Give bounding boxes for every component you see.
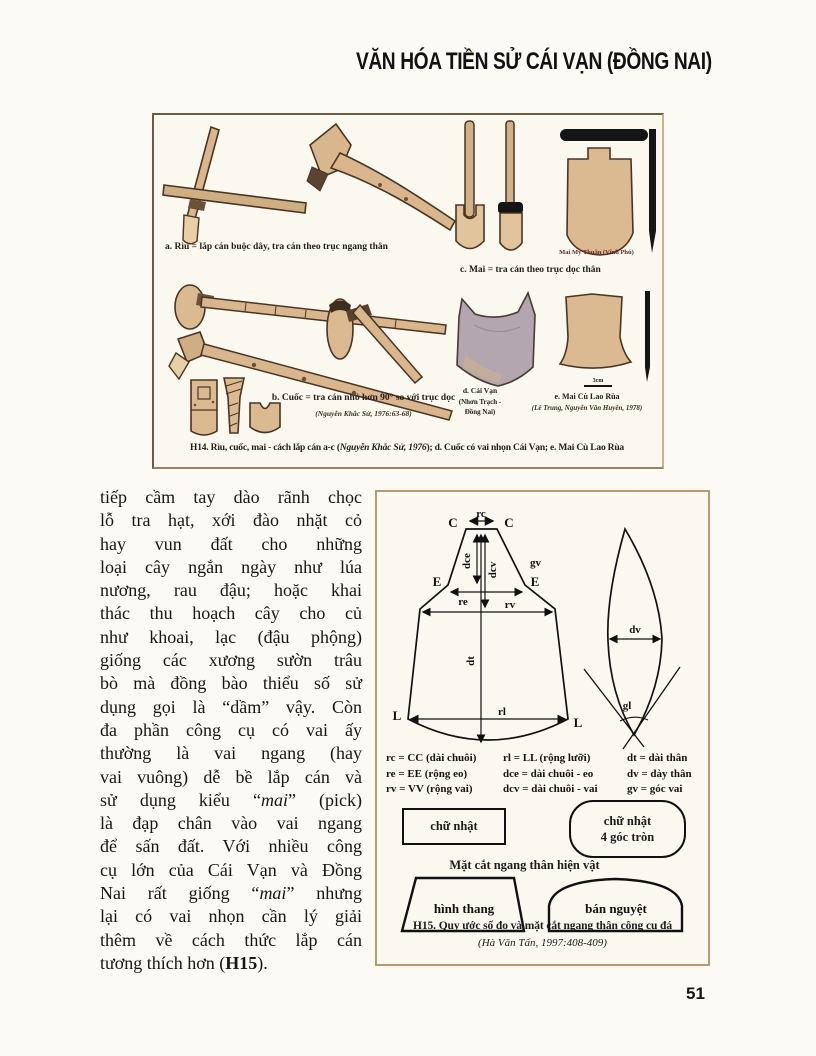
figure-h14-caption-b: b. Cuốc = tra cán nhỏ hơn 90° so với trục dọc xyxy=(271,393,456,403)
body-line: hay vun đất cho những xyxy=(100,533,362,554)
cross-section-rounded-rectangle xyxy=(569,800,686,858)
body-line: thêm về cách thức lắp cán xyxy=(100,929,362,950)
body-line: giống các xương sườn trâu xyxy=(100,650,362,671)
body-line: cụ lớn của Cái Vạn và Đồng xyxy=(100,859,362,880)
legend-cell: gv = góc vai xyxy=(627,783,683,795)
legend-cell: rv = VV (rộng vai) xyxy=(386,783,473,795)
figure-h15-legend xyxy=(386,752,704,796)
figure-h14-label-e-1: e. Mai Cù Lao Rùa xyxy=(554,392,620,401)
semicircle-label: bán nguyệt xyxy=(585,901,647,916)
legend-cell: rc = CC (dài chuôi) xyxy=(386,752,477,764)
label-dcv: dcv xyxy=(487,561,499,579)
page-number: 51 xyxy=(686,984,705,1003)
body-line: lại có vai nhọn cần lý giải xyxy=(100,906,362,927)
body-line: tiếp cầm tay dào rãnh chọc xyxy=(100,487,362,507)
label-L-right: L xyxy=(573,715,583,730)
figure-h14-main-caption: H14. Rìu, cuốc, mai - cách lắp cán a-c (Nguyễn Khắc Sử, 1976); d. Cuốc có vai nhọn Cái Vạn; e. Mai Cù Lao Rùa xyxy=(190,443,624,453)
cross-section-rectangle xyxy=(402,808,506,845)
label-dt: dt xyxy=(465,656,477,666)
stone-pieces-illustration xyxy=(191,378,280,435)
figure-h15-citation: (Hà Văn Tấn, 1997:408-409) xyxy=(478,937,607,949)
legend-cell: dv = dày thân xyxy=(627,767,692,780)
rounded-rectangle-label-1: chữ nhật xyxy=(603,814,652,828)
label-E-right: E xyxy=(530,574,540,589)
hoe-b1-illustration xyxy=(175,285,446,334)
figure-h15 xyxy=(375,490,710,966)
figure-h14 xyxy=(152,113,664,469)
legend-cell: dce = dài chuôi - eo xyxy=(503,767,594,780)
mai-b3-illustration xyxy=(327,299,422,383)
body-line: thường là vai ngang (hay xyxy=(100,743,362,764)
label-re: re xyxy=(458,596,468,608)
body-line: sử dụng kiểu “mai” (pick) xyxy=(100,789,362,810)
figure-h14-label-mai-my-thuan: Mai Mỹ Thuận (Vĩnh Phú) xyxy=(559,249,634,256)
adze-a-illustration xyxy=(307,124,455,230)
body-line: đa phần công cụ có vai ấy xyxy=(100,719,362,740)
label-rl: rl xyxy=(498,706,506,718)
label-gl: gl xyxy=(622,700,632,712)
body-line: thác thu hoạch cây cho củ xyxy=(100,603,362,624)
body-line: như khoai, lạc (đậu phộng) xyxy=(100,626,362,647)
label-dv: dv xyxy=(629,624,641,636)
figure-h14-label-d-3: Đồng Nai) xyxy=(464,408,496,416)
body-paragraph xyxy=(100,486,362,975)
figure-h14-scale-bar: 3cm xyxy=(584,378,612,387)
body-line: tương thích hơn (H15). xyxy=(100,952,268,973)
body-line: bò mà đồng bào thiểu số sử xyxy=(100,673,362,694)
body-line: Nai rất giống “mai” nhưng xyxy=(100,883,363,904)
label-C-right: C xyxy=(504,515,514,530)
figure-h14-label-d-2: (Nhơn Trạch - xyxy=(458,398,502,406)
figure-h14-caption-c: c. Mai = tra cán theo trục dọc thân xyxy=(460,265,601,275)
trapezoid-label: hình thang xyxy=(433,901,495,916)
label-dce: dce xyxy=(461,553,473,569)
page-header-title: VĂN HÓA TIỀN SỬ CÁI VẠN (ĐỒNG NAI) xyxy=(356,48,712,75)
figure-h14-label-d-1: d. Cái Vạn xyxy=(462,386,498,395)
axe-a-illustration xyxy=(163,127,306,244)
cross-section-heading: Mặt cắt ngang thân hiện vật xyxy=(449,858,600,872)
label-L-left: L xyxy=(392,708,402,723)
body-line: vai vuông) dễ bề lắp cán và xyxy=(100,766,362,787)
rectangle-label: chữ nhật xyxy=(430,819,478,833)
figure-h14-citation-b: (Nguyễn Khắc Sử, 1976:63-68) xyxy=(315,409,412,418)
body-line: lỗ tra hạt, xới đào nhặt cỏ xyxy=(100,510,362,531)
legend-cell: rl = LL (rộng lưỡi) xyxy=(503,752,591,764)
mai-cu-lao-rua-illustration xyxy=(560,291,650,382)
legend-cell: dcv = dài chuôi - vai xyxy=(503,783,598,795)
label-gv: gv xyxy=(530,557,541,569)
body-line: dụng gọi là “dầm” vậy. Còn xyxy=(100,696,362,717)
legend-cell: dt = dài thân xyxy=(627,752,688,764)
legend-cell: re = EE (rộng eo) xyxy=(386,767,468,780)
figure-h15-caption: H15. Quy ước số đo và mặt cắt ngang thân công cụ đá xyxy=(413,920,672,932)
figure-h14-caption-a: a. Rìu = lắp cán buộc dây, tra cán theo trục ngang thân xyxy=(165,242,388,252)
mai-my-thuan-illustration xyxy=(560,129,656,255)
rounded-rectangle-label-2: 4 góc tròn xyxy=(600,830,655,844)
label-C-left: C xyxy=(448,515,458,530)
figure-h14-label-e-2: (Lê Trung, Nguyễn Văn Huyên, 1978) xyxy=(531,404,643,412)
label-rv: rv xyxy=(504,599,516,611)
mai-c1-illustration xyxy=(456,121,484,249)
mai-c2-illustration xyxy=(498,121,523,250)
label-rc: rc xyxy=(476,508,486,520)
figure-h15-measurement-diagram xyxy=(377,506,704,756)
body-line: loại cây ngắn ngày như lúa xyxy=(100,556,362,577)
body-line: là đạp chân vào vai ngang xyxy=(100,813,362,834)
body-line: để sấn đất. Với nhiều công xyxy=(100,836,362,857)
label-E-left: E xyxy=(432,574,442,589)
body-line: nương, rau đậu; hoặc khai xyxy=(100,580,362,601)
cai-van-illustration xyxy=(457,293,535,386)
tool-front-outline xyxy=(408,529,568,740)
